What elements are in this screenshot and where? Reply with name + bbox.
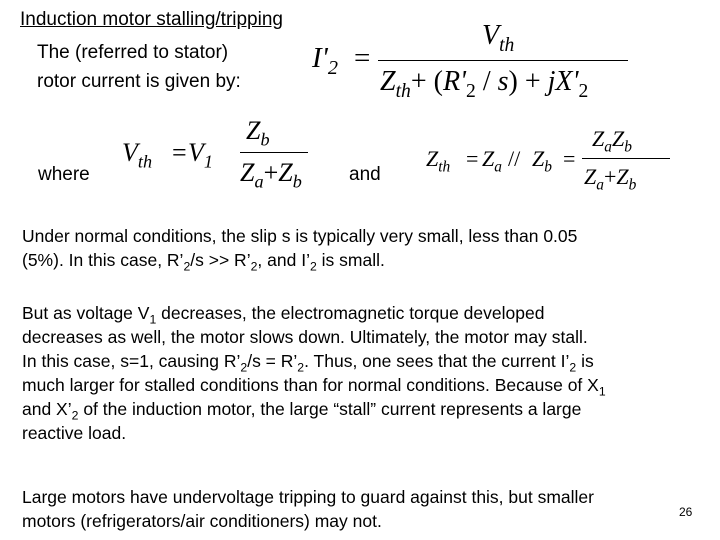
eq1-lhs: $I'_2$	[312, 42, 338, 80]
para1-line-2: (5%). In this case, $R’_2/s$ >> $R’_2$, and $I’_2$ is small.	[22, 250, 385, 274]
para2-line-2: decreases as well, the motor slows down. Ultimately, the motor may stall.	[22, 327, 588, 347]
eq3-equals-2: =	[563, 146, 576, 171]
eq1-equals: =	[354, 42, 371, 74]
eq3-lhs: $Z_{th}$	[426, 146, 451, 176]
paragraph-stall-conditions	[22, 301, 702, 445]
eq2-denominator: $Z_a+Z_b$	[240, 158, 302, 192]
eq1-fraction-bar	[378, 60, 628, 61]
para3-line-2: motors (refrigerators/air conditioners) may not.	[22, 511, 382, 531]
paragraph-undervoltage-tripping	[22, 485, 702, 533]
eq3-parallel: //	[508, 146, 521, 171]
para2-line-4: much larger for stalled conditions than for normal conditions. Because of $X_1$	[22, 375, 606, 399]
intro-text	[37, 38, 241, 96]
eq2-fraction-bar	[240, 152, 308, 153]
eq3-numerator: $Z_aZ_b$	[592, 126, 632, 156]
and-label: and	[349, 164, 381, 185]
eq2-v1: $V_1$	[188, 138, 213, 172]
paragraph-normal-conditions	[22, 224, 702, 272]
para2-line-6: reactive load.	[22, 423, 127, 443]
para2-line-5: and $X’_2$ of the induction motor, the large “stall” current represents a large	[22, 399, 582, 423]
where-label: where	[38, 164, 90, 185]
eq3-zb: $Z_b$	[532, 146, 552, 176]
eq3-denominator: $Z_a+Z_b$	[584, 164, 637, 194]
eq1-denominator: $Z_{th}+ (R'_2 / s) + jX'_2$	[380, 66, 589, 102]
intro-line-2: rotor current is given by:	[37, 71, 241, 92]
eq2-numerator: $Z_b$	[246, 116, 270, 150]
eq3-fraction-bar	[582, 158, 670, 159]
para1-line-1: Under normal conditions, the slip s is typically very small, less than 0.05	[22, 226, 578, 246]
eq3-za: $Z_a$	[482, 146, 502, 176]
page-number: 26	[679, 505, 693, 519]
eq1-numerator: $V_{th}$	[482, 20, 515, 56]
intro-line-1: The (referred to stator)	[37, 42, 229, 63]
slide-title: Induction motor stalling/tripping	[20, 9, 283, 30]
eq2-lhs: $V_{th}$	[122, 138, 153, 172]
para2-line-1: But as voltage $V_1$ decreases, the electromagnetic torque developed	[22, 303, 545, 327]
para2-line-3: In this case, s=1, causing $R’_2/s$ = $R’_2$. Thus, one sees that the current $I’_2$ is	[22, 351, 594, 375]
eq1-fraction	[378, 18, 630, 104]
eq2-equals: =	[172, 138, 187, 167]
para3-line-1: Large motors have undervoltage tripping to guard against this, but smaller	[22, 487, 594, 507]
eq3-fraction	[582, 126, 674, 196]
eq2-fraction	[240, 116, 310, 196]
eq3-equals-1: =	[466, 146, 479, 171]
